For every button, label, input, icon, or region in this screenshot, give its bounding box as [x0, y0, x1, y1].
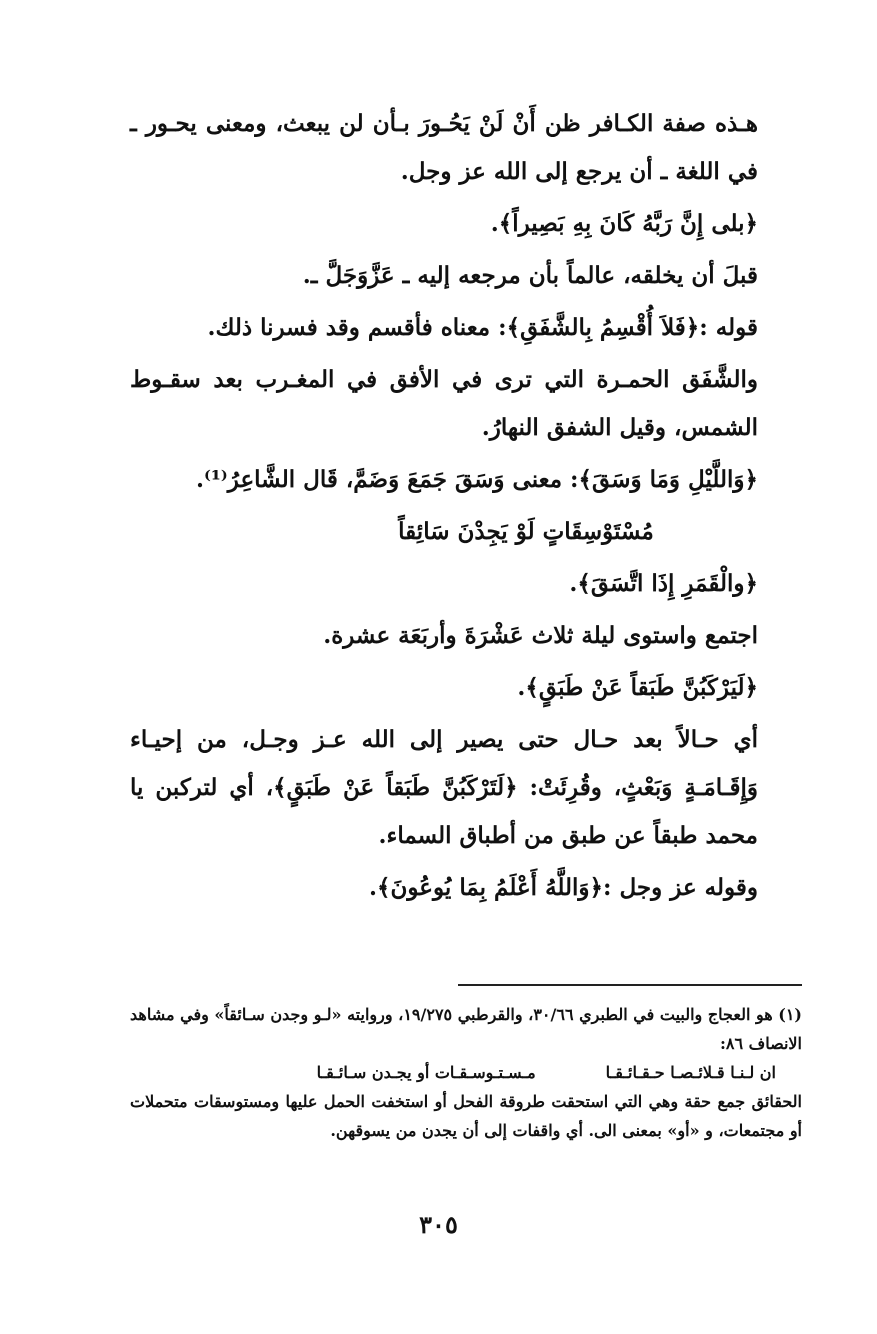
paragraph-2: ﴿بلى إِنَّ رَبَّهُ كَانَ بِهِ بَصِيراً﴾. [490, 210, 758, 237]
paragraph-1: هـذه صفة الكـافر ظن أَنْ لَنْ يَحُـورَ بـأن لن يبعث، ومعنى يحـور ـ في اللغة ـ أن يرجع إلى الله عز وجل. [130, 110, 758, 185]
paragraph-5: والشَّفَق الحمـرة التي ترى في الأفق في المغـرب بعد سقـوط الشمس، وقيل الشفق النهارُ. [130, 366, 758, 441]
footnote-divider [458, 984, 802, 986]
paragraph-3: قبلَ أن يخلقه، عالماً بأن مرجعه إليه ـ عَزَّوَجَلَّ ـ. [302, 262, 758, 289]
footnote-1: (١) هو العجاج والبيت في الطبري ٣٠/٦٦، والقرطبي ١٩/٢٧٥، وروايته «لـو وجدن سـائقاً» وفي مشاهد الانصاف ٨٦: [130, 1005, 802, 1053]
paragraph-11: أي حـالاً بعد حـال حتى يصير إلى الله عـز وجـل، من إحيـاء وَإِقَـامَـةٍ وَبَعْثٍ، وقُرِئَتْ: ﴿لَتَرْكَبُنَّ طَبَقاً عَنْ طَبَقٍ﴾، أي لتركبن يا محمد طبقاً عن طبق من أطباق السماء. [130, 726, 758, 849]
main-text [130, 100, 802, 916]
paragraph-4: قوله :﴿فَلاَ أُقْسِمُ بِالشَّفَقِ﴾: معناه فأقسم وقد فسرنا ذلك. [207, 314, 758, 341]
footnote-verse-first-half: ان لـنـا قـلائـصـا حـقـائـقـا [605, 1063, 776, 1082]
paragraph-8: ﴿والْقَمَرِ إِذَا اتَّسَقَ﴾. [569, 570, 758, 597]
verse-line: مُسْتَوْسِقَاتٍ لَوْ يَجِدْنَ سَائِقاً [398, 518, 654, 545]
page-number: ٣٠٥ [419, 1210, 458, 1239]
footnotes [130, 1000, 802, 1145]
footnote-verse-second-half: مـسـتـوسـقـات أو يجـدن سـائـقـا [316, 1063, 536, 1082]
footnote-verse [130, 1058, 802, 1087]
paragraph-10: ﴿لَيَرْكَبُنَّ طَبَقاً عَنْ طَبَقٍ﴾. [517, 674, 758, 701]
paragraph-9: اجتمع واستوى ليلة ثلاث عَشْرَةَ وأربَعَة عشرة. [323, 622, 758, 649]
paragraph-6: ﴿وَاللَّيْلِ وَمَا وَسَقَ﴾: معنى وَسَقَ جَمَعَ وَضَمَّ، قَال الشَّاعِرُ⁽¹⁾. [195, 466, 758, 493]
paragraph-12: وقوله عز وجل :﴿وَاللَّهُ أَعْلَمُ بِمَا يُوعُونَ﴾. [369, 874, 758, 901]
footnote-1-continued: الحقائق جمع حقة وهي التي استحقت طروقة الفحل أو استخفت الحمل عليها ومستوسقات متحملات أو مجتمعات، و «أو» بمعنى الى. أي واقفات إلى أن يجدن من يسوقهن. [130, 1092, 802, 1140]
